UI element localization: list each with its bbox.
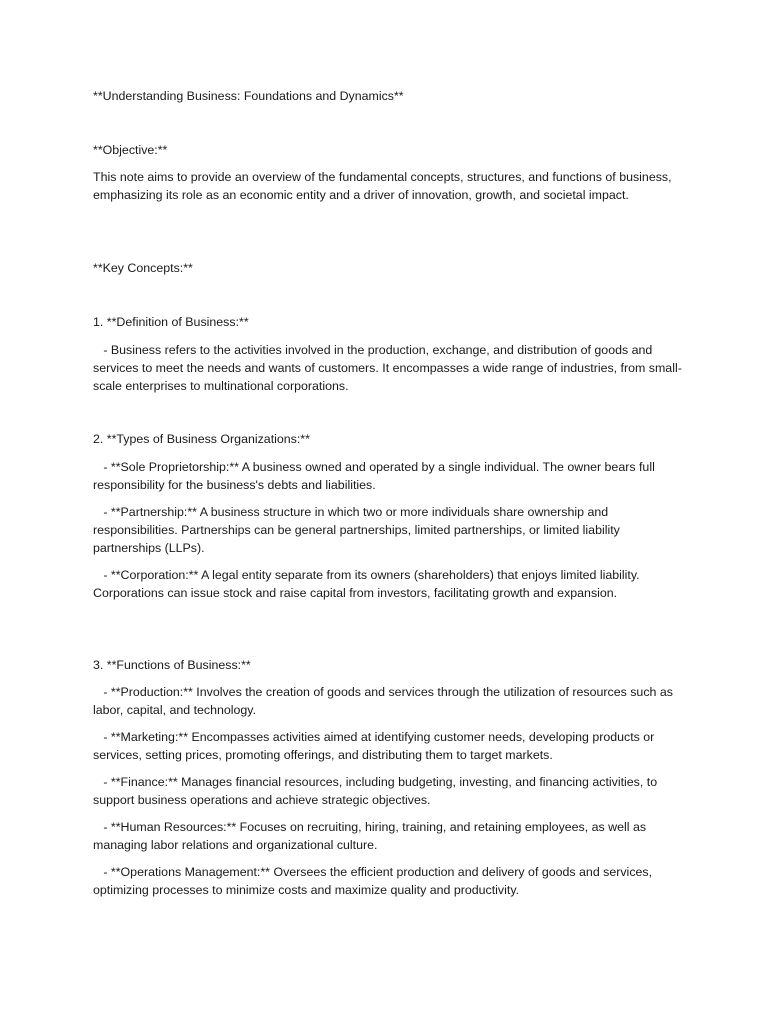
partnership-item: - **Partnership:** A business structure in which two or more individuals share ownership and responsibilities. Partnerships can be general partnerships, limited partnerships, or limited liability partnerships (LLPs). [93, 505, 624, 555]
key-concepts-heading: **Key Concepts:** [93, 261, 193, 275]
corporation-item: - **Corporation:** A legal entity separate from its owners (shareholders) that enjoys limited liability. Corporations can issue stock and raise capital from investors, facilitating growth and expansion. [93, 568, 644, 600]
section-functions-heading: 3. **Functions of Business:** [93, 658, 251, 672]
section-definition-heading: 1. **Definition of Business:** [93, 315, 249, 329]
definition-paragraph: - Business refers to the activities involved in the production, exchange, and distribution of goods and services to meet the needs and wants of customers. It encompasses a wide range of industries, from small-scale enterprises to multinational corporations. [93, 343, 682, 393]
document-title: **Understanding Business: Foundations and Dynamics** [93, 89, 404, 103]
finance-item: - **Finance:** Manages financial resources, including budgeting, investing, and financing activities, to support business operations and achieve strategic objectives. [93, 775, 661, 807]
marketing-item: - **Marketing:** Encompasses activities aimed at identifying customer needs, developing products or services, setting prices, promoting offerings, and distributing them to target markets. [93, 730, 658, 762]
objective-heading: **Objective:** [93, 143, 168, 157]
objective-paragraph: This note aims to provide an overview of the fundamental concepts, structures, and functions of business, emphasizing its role as an economic entity and a driver of innovation, growth, and societal impact. [93, 170, 675, 202]
production-item: - **Production:** Involves the creation of goods and services through the utilization of resources such as labor, capital, and technology. [93, 685, 677, 717]
sole-proprietorship-item: - **Sole Proprietorship:** A business owned and operated by a single individual. The owner bears full responsibility for the business's debts and liabilities. [93, 460, 659, 492]
human-resources-item: - **Human Resources:** Focuses on recruiting, hiring, training, and retaining employees, as well as managing labor relations and organizational culture. [93, 820, 650, 852]
section-types-heading: 2. **Types of Business Organizations:** [93, 432, 310, 446]
operations-management-item: - **Operations Management:** Oversees the efficient production and delivery of goods and services, optimizing processes to minimize costs and maximize quality and productivity. [93, 865, 656, 897]
